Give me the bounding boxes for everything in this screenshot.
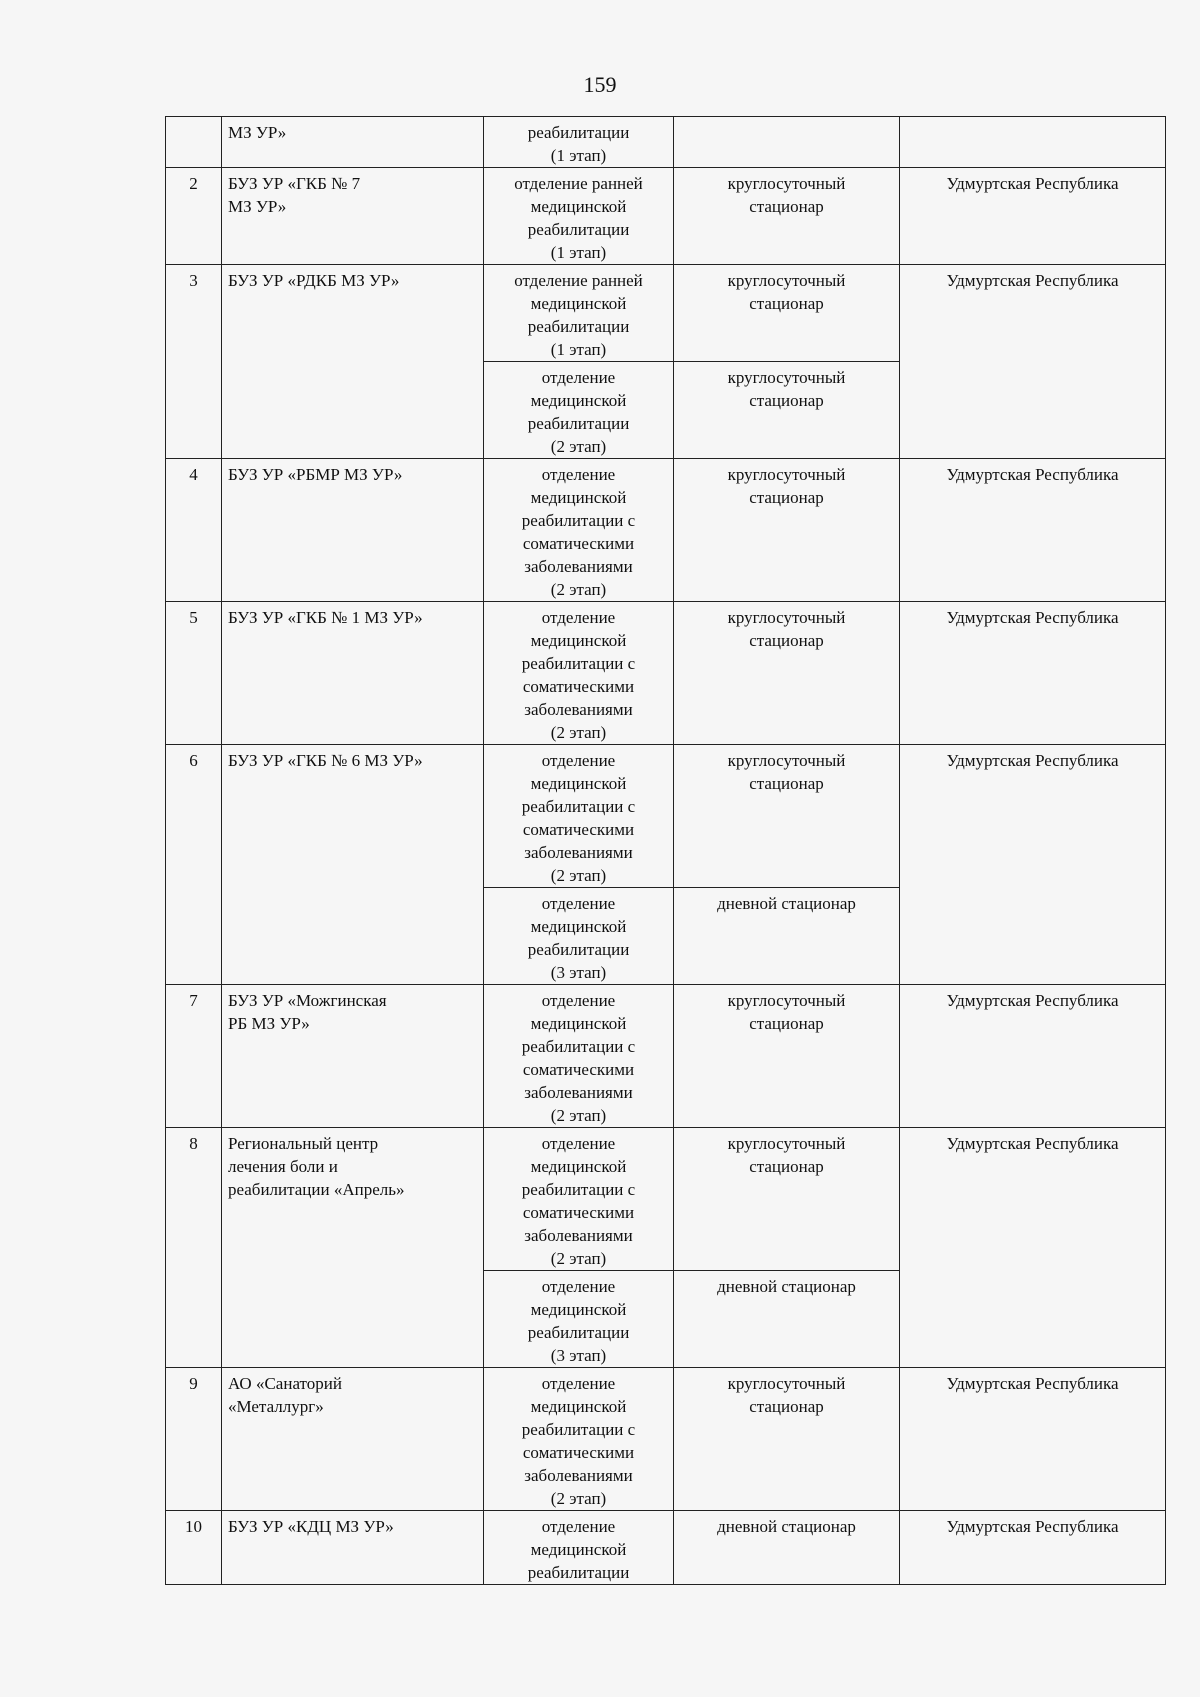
organization-cell: БУЗ УР «ГКБ № 6 МЗ УР»: [222, 745, 484, 985]
organization-cell: Региональный центр лечения боли и реабилитации «Апрель»: [222, 1128, 484, 1368]
table-row: [166, 1368, 1166, 1511]
row-number-cell: 8: [166, 1128, 222, 1368]
department-cell: отделение ранней медицинской реабилитации (1 этап): [484, 168, 674, 265]
organization-cell: БУЗ УР «КДЦ МЗ УР»: [222, 1511, 484, 1585]
care-condition-cell: круглосуточный стационар: [674, 1368, 900, 1511]
department-cell: отделение медицинской реабилитации (3 этап): [484, 1271, 674, 1368]
department-cell: отделение медицинской реабилитации с соматическими заболеваниями (2 этап): [484, 985, 674, 1128]
row-number-cell: 3: [166, 265, 222, 459]
region-cell: Удмуртская Республика: [900, 265, 1166, 459]
organization-cell: АО «Санаторий «Металлург»: [222, 1368, 484, 1511]
row-number-cell: 9: [166, 1368, 222, 1511]
department-cell: отделение медицинской реабилитации с соматическими заболеваниями (2 этап): [484, 459, 674, 602]
row-number-cell: 6: [166, 745, 222, 985]
department-cell: отделение медицинской реабилитации (2 этап): [484, 362, 674, 459]
row-number-cell: [166, 117, 222, 168]
department-cell: отделение медицинской реабилитации (3 этап): [484, 888, 674, 985]
care-condition-cell: круглосуточный стационар: [674, 745, 900, 888]
organization-cell: БУЗ УР «РДКБ МЗ УР»: [222, 265, 484, 459]
region-cell: Удмуртская Республика: [900, 1511, 1166, 1585]
region-cell: Удмуртская Республика: [900, 602, 1166, 745]
region-cell: Удмуртская Республика: [900, 1128, 1166, 1368]
department-cell: отделение медицинской реабилитации: [484, 1511, 674, 1585]
organization-cell: БУЗ УР «ГКБ № 1 МЗ УР»: [222, 602, 484, 745]
row-number-cell: 4: [166, 459, 222, 602]
page-number: 159: [583, 72, 617, 97]
department-cell: отделение медицинской реабилитации с соматическими заболеваниями (2 этап): [484, 1128, 674, 1271]
region-cell: Удмуртская Республика: [900, 1368, 1166, 1511]
table-row: [166, 459, 1166, 602]
organization-cell: МЗ УР»: [222, 117, 484, 168]
department-cell: реабилитации (1 этап): [484, 117, 674, 168]
organization-cell: БУЗ УР «ГКБ № 7 МЗ УР»: [222, 168, 484, 265]
table-row: [166, 265, 1166, 362]
region-cell: Удмуртская Республика: [900, 168, 1166, 265]
care-condition-cell: круглосуточный стационар: [674, 265, 900, 362]
care-condition-cell: круглосуточный стационар: [674, 168, 900, 265]
region-cell: [900, 117, 1166, 168]
table-row: [166, 1128, 1166, 1271]
care-condition-cell: дневной стационар: [674, 888, 900, 985]
organization-cell: БУЗ УР «Можгинская РБ МЗ УР»: [222, 985, 484, 1128]
table-row: [166, 985, 1166, 1128]
care-condition-cell: дневной стационар: [674, 1511, 900, 1585]
department-cell: отделение ранней медицинской реабилитации (1 этап): [484, 265, 674, 362]
table-row: [166, 117, 1166, 168]
care-condition-cell: круглосуточный стационар: [674, 459, 900, 602]
row-number-cell: 7: [166, 985, 222, 1128]
care-condition-cell: круглосуточный стационар: [674, 602, 900, 745]
care-condition-cell: [674, 117, 900, 168]
department-cell: отделение медицинской реабилитации с соматическими заболеваниями (2 этап): [484, 745, 674, 888]
table-row: [166, 602, 1166, 745]
region-cell: Удмуртская Республика: [900, 459, 1166, 602]
department-cell: отделение медицинской реабилитации с соматическими заболеваниями (2 этап): [484, 602, 674, 745]
organization-cell: БУЗ УР «РБМР МЗ УР»: [222, 459, 484, 602]
department-cell: отделение медицинской реабилитации с соматическими заболеваниями (2 этап): [484, 1368, 674, 1511]
table-row: [166, 745, 1166, 888]
row-number-cell: 10: [166, 1511, 222, 1585]
care-condition-cell: дневной стационар: [674, 1271, 900, 1368]
care-condition-cell: круглосуточный стационар: [674, 1128, 900, 1271]
row-number-cell: 2: [166, 168, 222, 265]
rehabilitation-table: [165, 116, 1166, 1585]
care-condition-cell: круглосуточный стационар: [674, 985, 900, 1128]
region-cell: Удмуртская Республика: [900, 745, 1166, 985]
care-condition-cell: круглосуточный стационар: [674, 362, 900, 459]
row-number-cell: 5: [166, 602, 222, 745]
table-row: [166, 168, 1166, 265]
region-cell: Удмуртская Республика: [900, 985, 1166, 1128]
table-row: [166, 1511, 1166, 1585]
